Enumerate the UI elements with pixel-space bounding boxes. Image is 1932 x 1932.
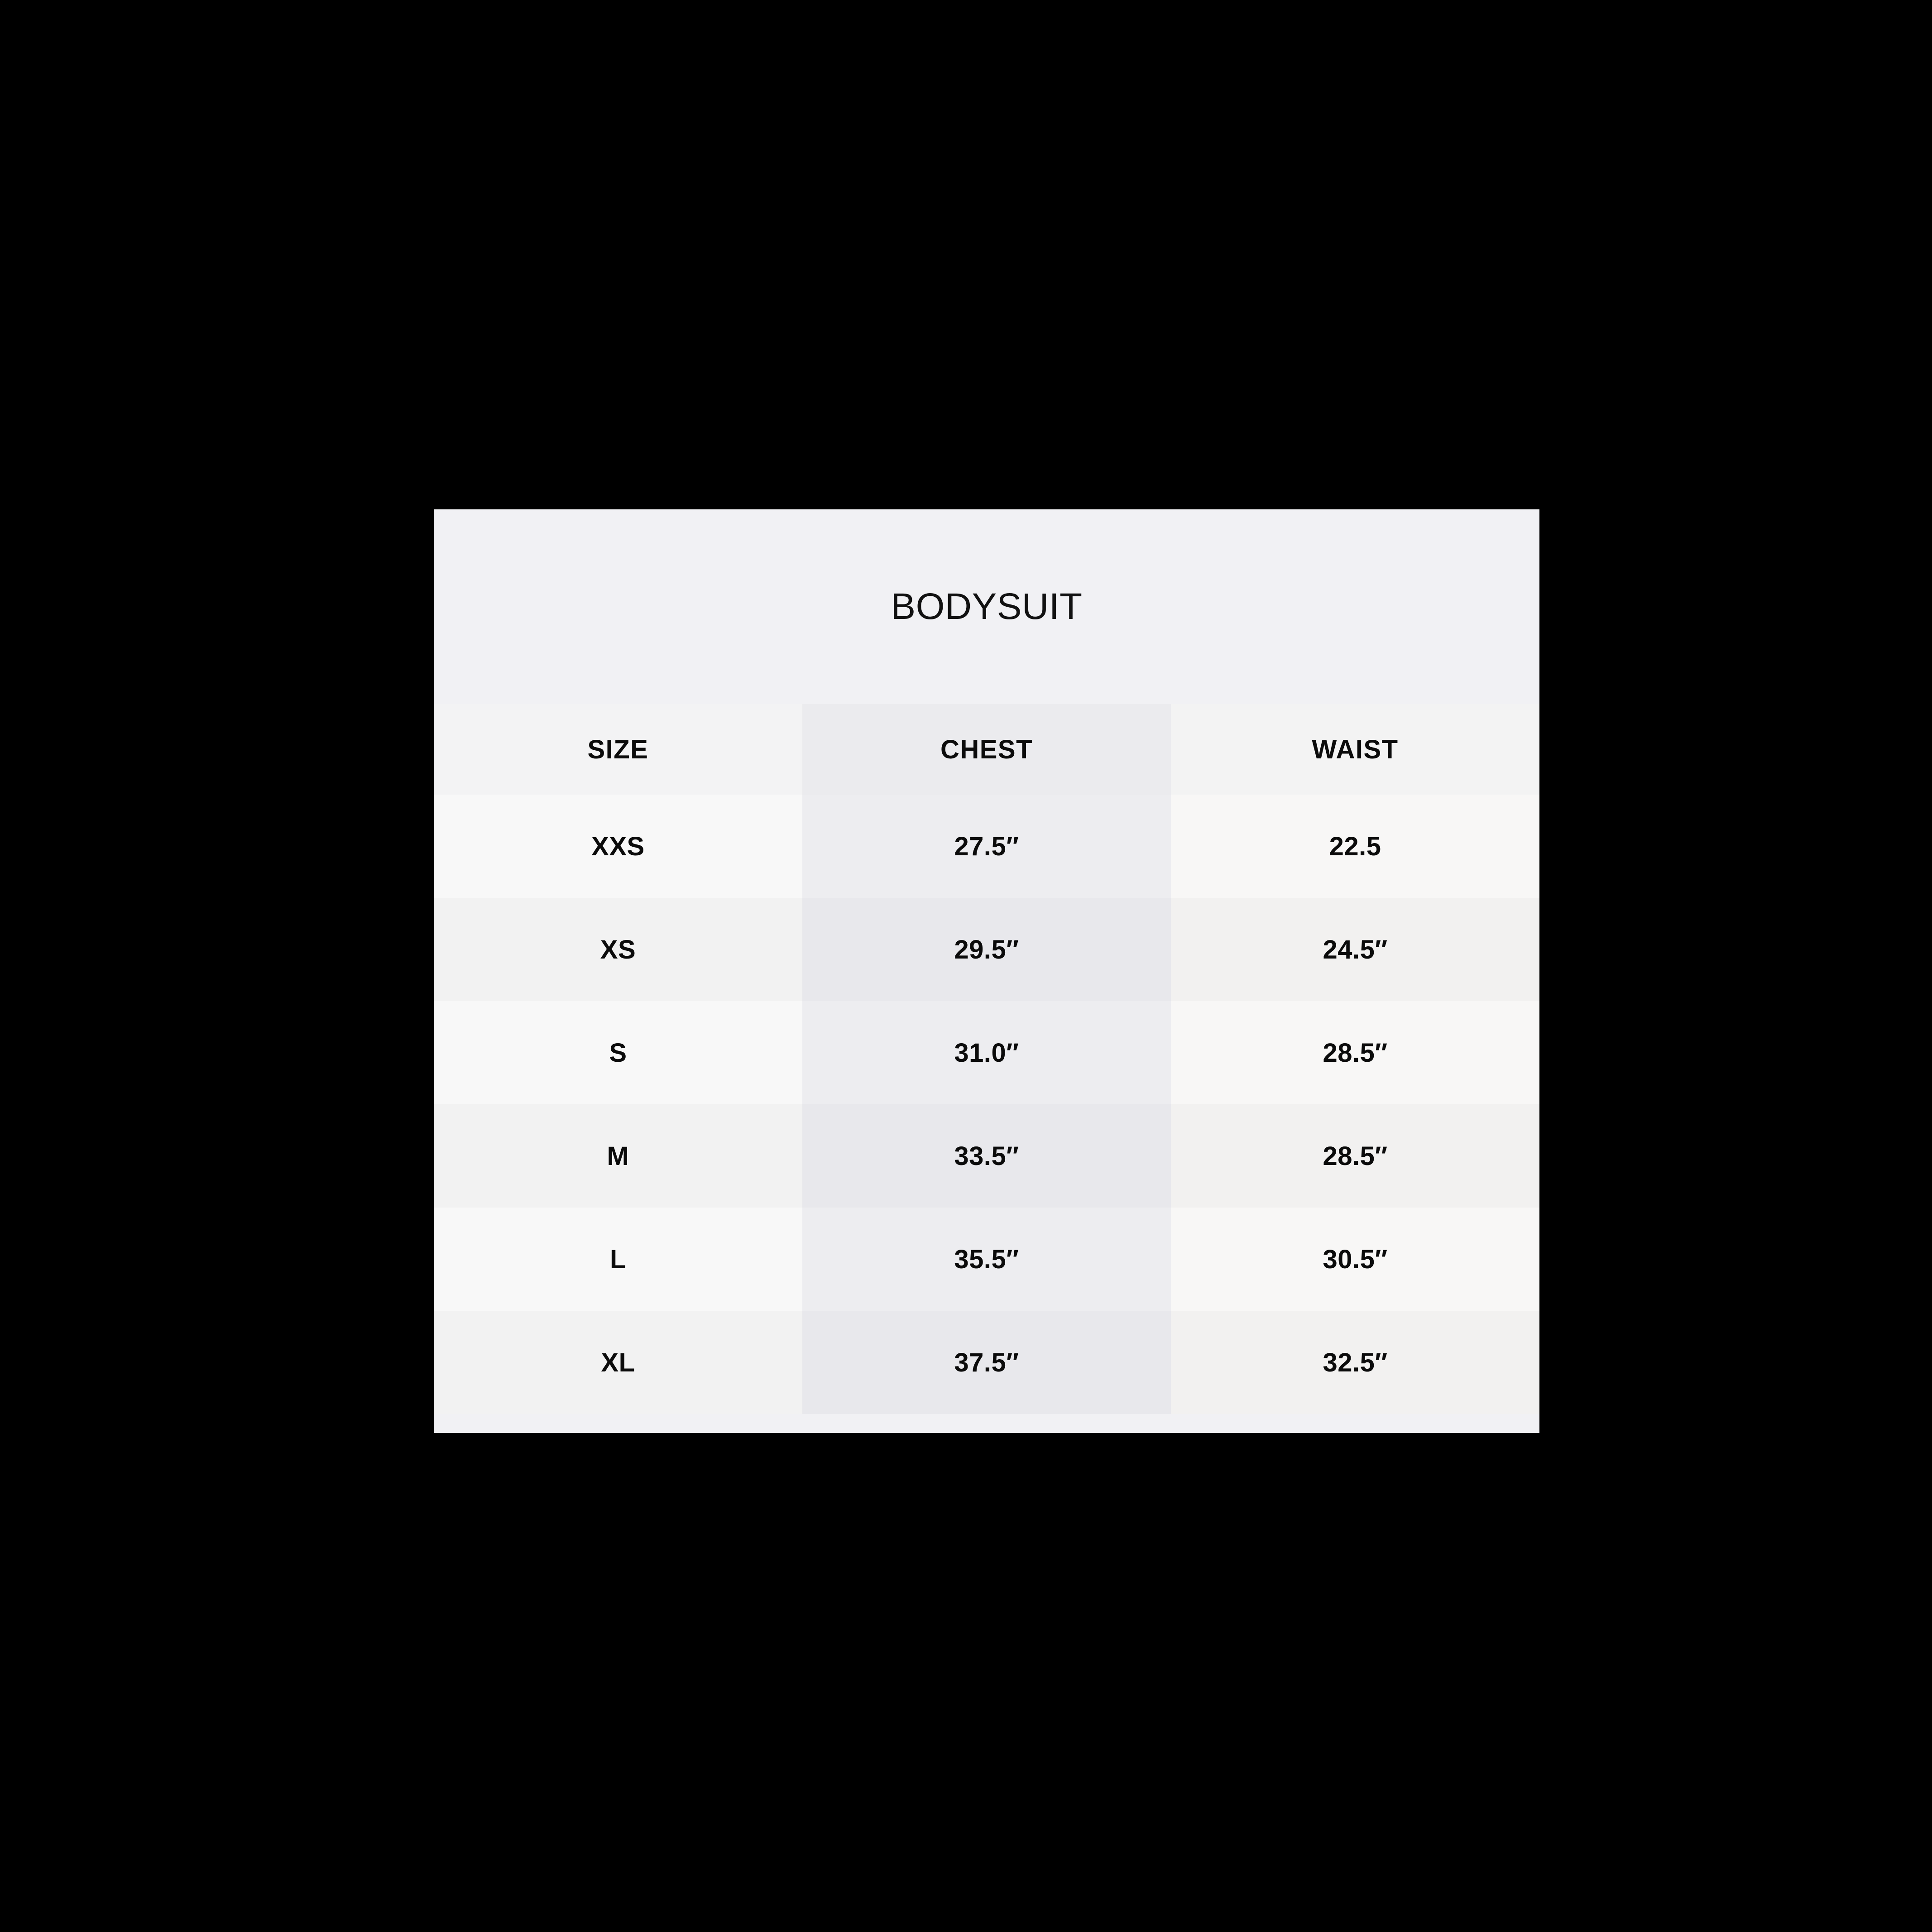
column-header-waist: WAIST — [1171, 704, 1539, 795]
size-chart-card — [434, 509, 1539, 1433]
table-row — [434, 795, 1539, 898]
table-row — [434, 898, 1539, 1001]
cell-chest: 37.5″ — [802, 1311, 1171, 1414]
cell-size: L — [434, 1208, 802, 1311]
cell-chest: 27.5″ — [802, 795, 1171, 898]
table-header-row — [434, 704, 1539, 795]
cell-waist: 28.5″ — [1171, 1104, 1539, 1208]
cell-size: XS — [434, 898, 802, 1001]
cell-waist: 24.5″ — [1171, 898, 1539, 1001]
cell-size: XL — [434, 1311, 802, 1414]
cell-waist: 30.5″ — [1171, 1208, 1539, 1311]
table-body — [434, 795, 1539, 1414]
cell-chest: 33.5″ — [802, 1104, 1171, 1208]
table-row — [434, 1001, 1539, 1104]
size-chart-table — [434, 704, 1539, 1414]
table-row — [434, 1104, 1539, 1208]
cell-chest: 31.0″ — [802, 1001, 1171, 1104]
column-header-chest: CHEST — [802, 704, 1171, 795]
table-row — [434, 1311, 1539, 1414]
cell-waist: 32.5″ — [1171, 1311, 1539, 1414]
cell-chest: 29.5″ — [802, 898, 1171, 1001]
cell-size: S — [434, 1001, 802, 1104]
cell-chest: 35.5″ — [802, 1208, 1171, 1311]
page-title: BODYSUIT — [891, 586, 1083, 627]
column-header-size: SIZE — [434, 704, 802, 795]
table-header — [434, 704, 1539, 795]
table-row — [434, 1208, 1539, 1311]
cell-waist: 22.5 — [1171, 795, 1539, 898]
cell-waist: 28.5″ — [1171, 1001, 1539, 1104]
cell-size: XXS — [434, 795, 802, 898]
cell-size: M — [434, 1104, 802, 1208]
